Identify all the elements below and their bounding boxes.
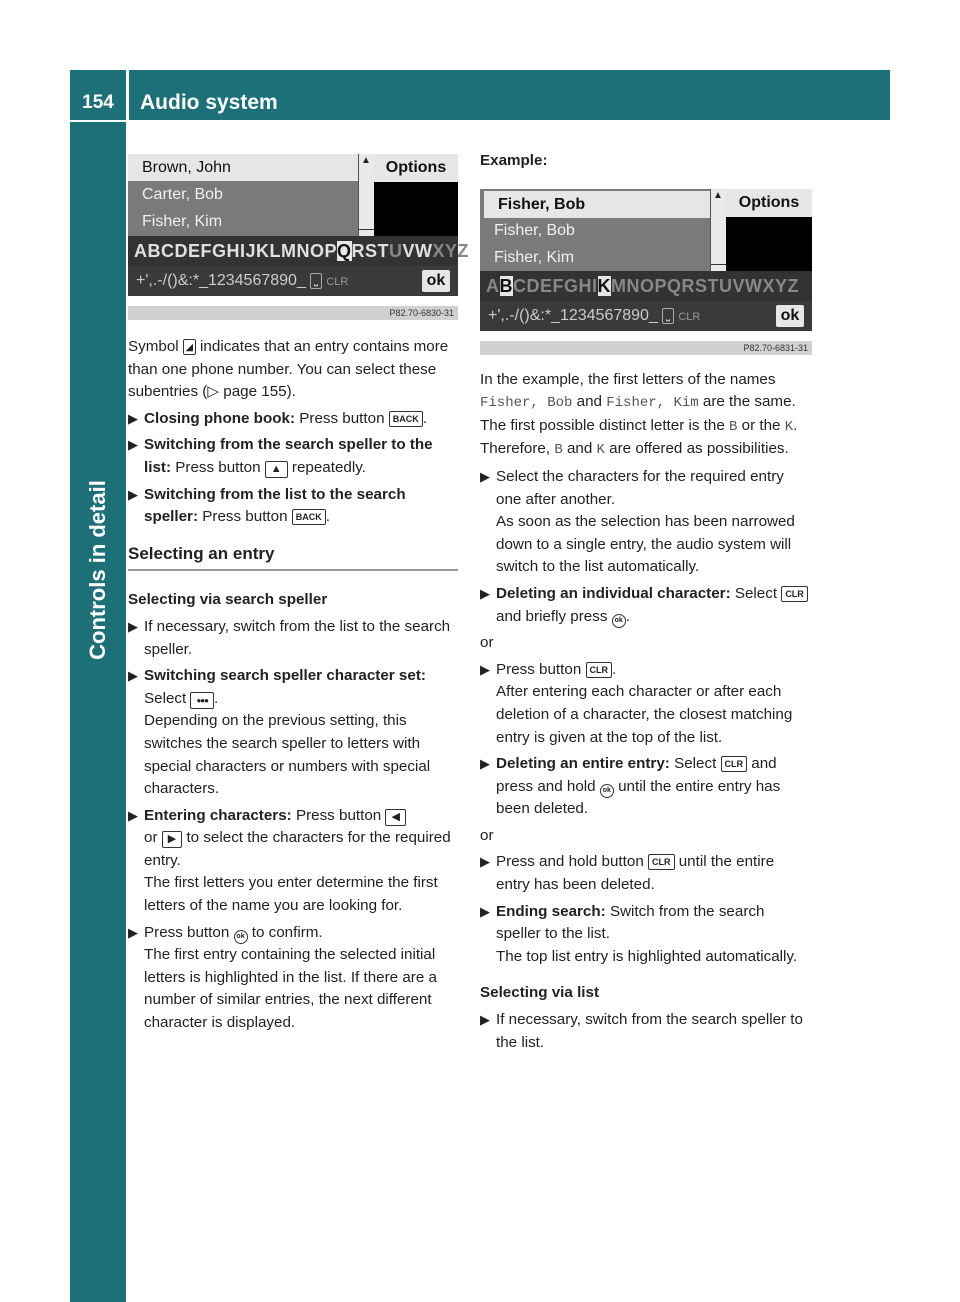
- clr-button-icon: CLR: [721, 756, 748, 772]
- speller-letters: ABCDEFGHIJKLMNOP: [134, 241, 338, 261]
- subsection-title: Selecting via search speller: [128, 591, 328, 609]
- speller-letters: RST: [351, 241, 390, 261]
- instruction-step: ▶ Switching from the search speller to the list: Press button ▲ repeatedly.: [128, 436, 433, 476]
- right-button-icon: ▶: [162, 831, 182, 848]
- ok-button[interactable]: ok: [776, 305, 804, 327]
- dots-button-icon: ●●●: [190, 692, 214, 709]
- step-arrow-icon: ▶: [128, 668, 138, 684]
- instruction-step: ▶ Deleting an individual character: Select CLR and briefly press ok .: [480, 583, 812, 628]
- up-button-icon: ▲: [265, 461, 288, 478]
- figure-code: P82.70-6831-31: [480, 341, 812, 355]
- list-item[interactable]: Fisher, Bob: [484, 191, 710, 218]
- clr-key[interactable]: CLR: [326, 276, 349, 288]
- options-button[interactable]: Options: [726, 189, 812, 217]
- step-arrow-icon: ▶: [128, 437, 138, 453]
- space-key[interactable]: ⎵: [310, 273, 322, 289]
- speller-letters-dim: A: [486, 275, 500, 296]
- paragraph: Therefore, B and K are offered as possibilities.: [480, 440, 789, 459]
- back-button-icon: BACK: [389, 411, 423, 427]
- speller-letters-highlight: Q: [337, 241, 352, 261]
- list-item[interactable]: Fisher, Bob: [494, 221, 575, 239]
- speller-letters-dim: CDEFGHI: [513, 275, 598, 296]
- instruction-step: ▶ Select the characters for the required entry one after another. As soon as the selection has been narrowed down to a single entry, the audio system will switch to the list automatically.: [480, 467, 795, 576]
- step-arrow-icon: ▶: [480, 903, 490, 919]
- screen-figure-2: [480, 189, 812, 357]
- instruction-step: ▶ If necessary, switch from the search speller to the list.: [480, 1011, 803, 1051]
- search-speller[interactable]: [480, 271, 812, 301]
- ok-button-icon: ok: [234, 930, 248, 944]
- header-divider: [126, 70, 129, 120]
- instruction-step: ▶ Press and hold button CLR until the entire entry has been deleted.: [480, 853, 775, 894]
- instruction-step: ▶ Press button CLR . After entering each character or after each deletion of a character, the closest matching entry is given at the top of the list.: [480, 660, 793, 746]
- page-ref-icon: ▷: [207, 383, 220, 401]
- special-characters-row[interactable]: [128, 266, 458, 296]
- sidebar-label-box: [80, 420, 116, 720]
- special-characters: +',.-/()&:*_1234567890_: [136, 272, 306, 289]
- left-column: [128, 130, 470, 1035]
- speller-letters-highlight: K: [597, 275, 611, 296]
- page-number: 154: [82, 92, 114, 113]
- screen-black-area: [726, 217, 812, 271]
- paragraph: Symbol ◢ indicates that an entry contains more than one phone number. You can select these subentries (▷ page 155).: [128, 338, 449, 401]
- special-characters: +',.-/()&:*_1234567890_: [488, 306, 658, 324]
- clr-button-icon: CLR: [586, 662, 613, 678]
- clr-button-icon: CLR: [648, 854, 675, 870]
- clr-button-icon: CLR: [781, 586, 808, 602]
- instruction-step: ▶ Switching from the list to the search speller: Press button BACK .: [128, 485, 406, 526]
- list-scrollbar[interactable]: [710, 189, 726, 271]
- page-title: Audio system: [140, 91, 278, 114]
- speller-letters-highlight: B: [499, 275, 513, 296]
- ok-button[interactable]: ok: [422, 270, 450, 292]
- search-speller[interactable]: [128, 236, 470, 266]
- step-arrow-icon: ▶: [480, 585, 490, 601]
- left-button-icon: ◀: [385, 809, 405, 826]
- scroll-up-icon: ▲: [713, 189, 723, 201]
- options-button[interactable]: Options: [374, 154, 458, 182]
- space-key[interactable]: ⎵: [662, 308, 674, 324]
- step-arrow-icon: ▶: [480, 468, 490, 484]
- ok-button-icon: ok: [612, 614, 626, 628]
- paragraph: In the example, the first letters of the names Fisher, Bob and Fisher, Kim are the same. The first possible distinct letter is the B or the K.: [480, 370, 798, 435]
- speller-letters: VW: [402, 241, 433, 261]
- section-title: Selecting an entry: [128, 543, 275, 563]
- phone-book-list: [480, 189, 710, 271]
- speller-letters-dim: XYZ: [432, 241, 470, 261]
- instruction-step: ▶ Deleting an entire entry: Select CLR and press and hold ok until the entire entry has been deleted.: [480, 755, 781, 818]
- scroll-up-icon: ▲: [361, 155, 371, 166]
- instruction-step: ▶ If necessary, switch from the list to the search speller.: [128, 617, 451, 658]
- speller-letters-dim: U: [389, 241, 403, 261]
- step-arrow-icon: ▶: [128, 486, 138, 502]
- step-arrow-icon: ▶: [480, 661, 490, 677]
- instruction-step: ▶ Closing phone book: Press button BACK .: [128, 408, 458, 431]
- list-item[interactable]: Brown, John: [128, 154, 358, 181]
- step-arrow-icon: ▶: [128, 618, 138, 634]
- step-arrow-icon: ▶: [128, 807, 138, 823]
- clr-key[interactable]: CLR: [678, 310, 701, 323]
- instruction-step: ▶ Switching search speller character set: Select ●●● . Depending on the previous setting, this switches the search speller to letters with special characters or numbers with special characters.: [128, 667, 431, 798]
- step-arrow-icon: ▶: [480, 756, 490, 772]
- list-item[interactable]: Fisher, Kim: [494, 248, 575, 266]
- phone-book-list: [128, 154, 358, 236]
- step-arrow-icon: ▶: [128, 410, 138, 426]
- list-item[interactable]: Carter, Bob: [142, 186, 223, 203]
- right-column: [480, 130, 812, 1054]
- ok-button-icon: ok: [600, 784, 614, 798]
- back-button-icon: BACK: [292, 509, 326, 525]
- instruction-step: ▶ Ending search: Switch from the search speller to the list. The top list entry is highlighted automatically.: [480, 902, 798, 965]
- speller-letters-dim: MNOPQRSTUVWXYZ: [611, 275, 800, 296]
- figure-code: P82.70-6830-31: [128, 306, 458, 320]
- multiple-numbers-icon: ◢: [183, 339, 196, 355]
- list-scrollbar[interactable]: [358, 154, 374, 236]
- instruction-step: ▶ Entering characters: Press button ◀ or ▶ to select the characters for the required entry. The first letters you enter determine the first letters of the name you are looking for.: [128, 806, 451, 915]
- step-arrow-icon: ▶: [128, 924, 138, 940]
- or-text: or: [480, 826, 494, 844]
- scroll-thumb-mark: [359, 229, 374, 230]
- step-arrow-icon: ▶: [480, 1012, 490, 1028]
- special-characters-row[interactable]: [480, 301, 812, 331]
- instruction-step: ▶ Press button ok to confirm. The first entry containing the selected initial letters is highlighted in the list. If there are a number of similar entries, the next different character is displayed.: [128, 923, 437, 1032]
- scroll-thumb-mark: [711, 264, 726, 265]
- or-text: or: [480, 634, 494, 652]
- sidebar-label: Controls in detail: [85, 480, 110, 660]
- list-item[interactable]: Fisher, Kim: [142, 213, 223, 230]
- subsection-title: Selecting via list: [480, 984, 600, 1002]
- screen-black-area: [374, 182, 458, 236]
- step-arrow-icon: ▶: [480, 854, 490, 870]
- screen-figure-1: [128, 130, 470, 322]
- example-title: Example:: [480, 152, 548, 169]
